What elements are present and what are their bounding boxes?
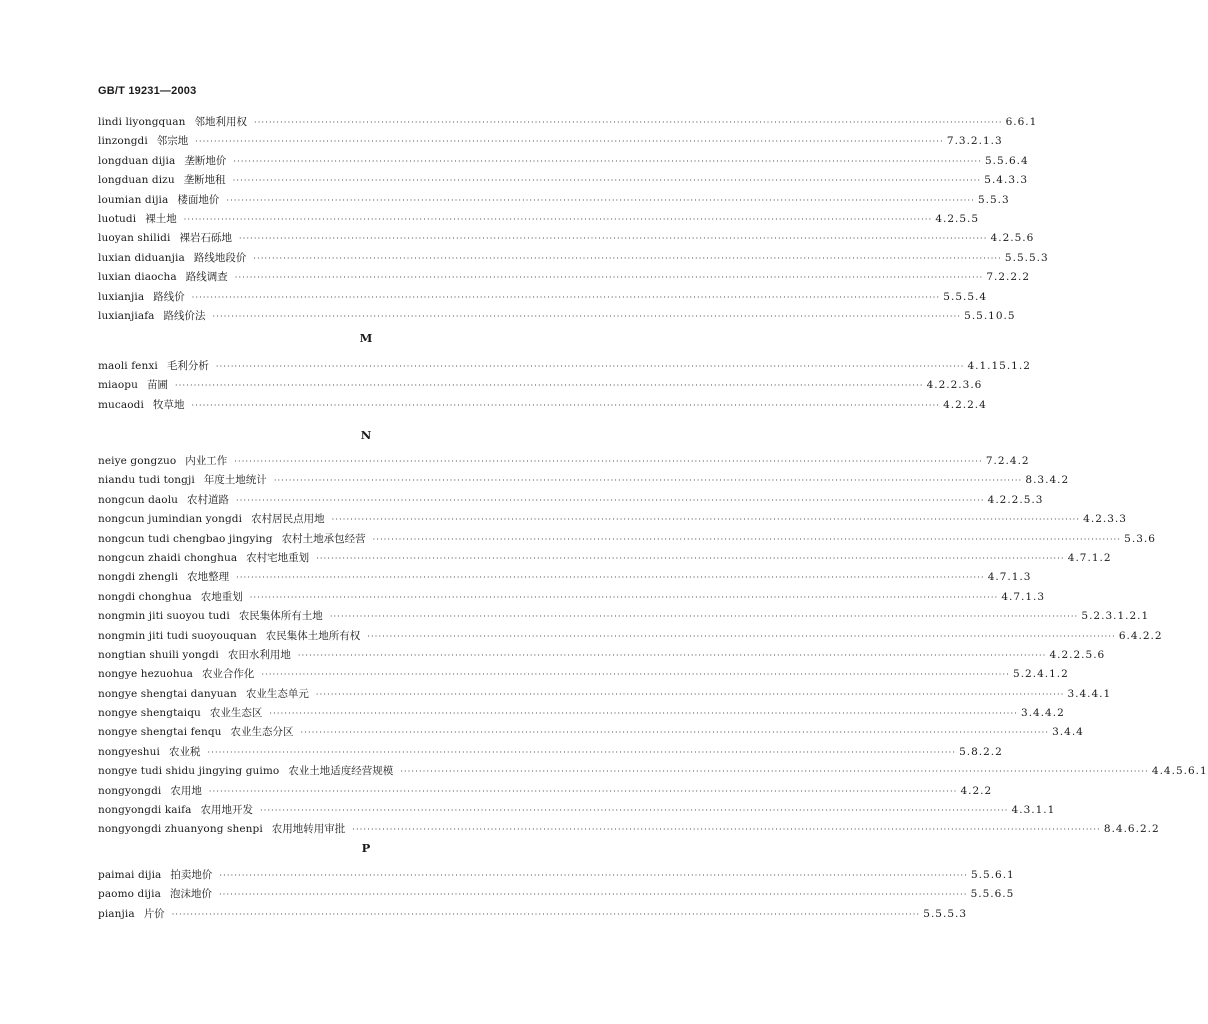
index-entry-chinese: 农业土地适度经营规模 [288,765,394,778]
section-letter-p: P [361,841,371,855]
index-entry-reference: 5.5.5.3 [1004,251,1049,264]
index-entry-pinyin: linzongdi [98,135,148,148]
index-entry-pinyin: nongtian shuili yongdi [98,648,219,661]
index-term [98,685,313,704]
index-entry [98,376,983,395]
index-term [98,820,349,839]
index-entry-pinyin: longduan dijia [98,154,176,167]
index-entry-pinyin: nongye shengtaiqu [98,707,201,720]
index-entry-chinese: 农民集体土地所有权 [265,629,361,642]
index-term [98,268,232,287]
index-entry-chinese: 年度土地统计 [203,474,267,487]
dot-leader: ········································································································································································································ [259,806,1009,816]
index-term [98,530,370,549]
index-entry-reference: 5.5.6.5 [970,888,1015,901]
index-entry-pinyin: nongyongdi [98,784,162,797]
index-entry [98,132,1003,151]
index-entry [98,607,1150,626]
index-entry [98,113,1038,132]
index-entry [98,210,980,229]
index-entry-reference: 4.1.15.1.2 [967,360,1031,372]
index-term [98,588,247,607]
index-entry [98,268,1031,287]
index-entry-chinese: 农村宅地重划 [246,551,310,564]
index-entry-chinese: 农业税 [169,745,201,758]
index-entry-pinyin: maoli fenxi [98,360,158,372]
index-entry-chinese: 路线价法 [163,309,206,322]
index-term [98,801,257,820]
index-entry [98,866,1015,885]
index-entry-pinyin: luxian diaocha [98,271,177,284]
index-entry-chinese: 路线调查 [185,271,228,284]
index-entry-pinyin: niandu tudi tongji [98,474,195,487]
index-entry-pinyin: nongye shengtai danyuan [98,687,237,700]
index-entry-pinyin: nongye hezuohua [98,668,193,681]
index-entry-chinese: 农地整理 [187,571,230,584]
index-entry-chinese: 邻宗地 [156,135,189,148]
dot-leader: ········································································································································································································ [315,689,1065,699]
index-entry-reference: 4.7.1.3 [1001,590,1046,603]
index-entry-chinese: 农用地转用审批 [271,823,346,836]
index-entry-chinese: 农田水利用地 [227,648,291,661]
dot-leader: ········································································································································································································ [207,747,957,757]
index-entry-pinyin: paimai dijia [98,869,162,881]
index-entry-chinese: 农业生态单元 [245,687,309,700]
index-entry-reference: 3.4.4 [1052,726,1084,739]
index-entry [98,471,1070,490]
index-entry-pinyin: nongyongdi kaifa [98,804,192,817]
index-term [98,665,258,684]
dot-leader: ········································································································································································································ [191,400,941,410]
index-entry-reference: 4.2.2.3.6 [926,379,983,392]
dot-leader: ········································································································································································································ [238,234,988,244]
dot-leader: ········································································································································································································ [400,767,1149,777]
index-entry [98,782,993,801]
index-entry-pinyin: luotudi [98,212,137,225]
index-entry-reference: 5.5.5.4 [943,290,988,303]
index-entry-pinyin: luxianjiafa [98,309,155,322]
index-entry-pinyin: nongmin jiti suoyou tudi [98,610,230,623]
index-entry-pinyin: nongye tudi shidu jingying guimo [98,765,280,778]
index-term [98,113,251,132]
dot-leader: ········································································································································································································ [183,214,933,224]
index-entry [98,229,1035,248]
index-entry-chinese: 农业生态区 [209,707,263,720]
index-entry-chinese: 垄断地租 [183,174,226,187]
index-term [98,549,313,568]
index-entry-chinese: 农村道路 [187,493,230,506]
index-entry-reference: 5.8.2.2 [959,745,1003,758]
index-entry-chinese: 农用地开发 [200,804,253,817]
index-entry [98,307,1016,326]
index-entry-reference: 4.2.2.4 [943,398,987,411]
index-section-m [98,357,1031,415]
index-entry [98,249,1049,268]
index-entry-reference: 6.6.1 [1005,116,1038,128]
dot-leader: ········································································································································································································ [331,515,1081,525]
dot-leader: ········································································································································································································ [297,650,1047,660]
dot-leader: ········································································································································································································ [171,909,921,919]
dot-leader: ········································································································································································································ [219,871,968,880]
section-letter-n: N [360,428,372,442]
index-term [98,152,230,171]
index-entry-reference: 5.3.6 [1124,532,1156,545]
dot-leader: ········································································································································································································ [236,573,985,583]
index-term [98,627,364,646]
index-entry-reference: 5.2.4.1.2 [1013,668,1069,681]
index-entry-chinese: 片价 [143,907,165,920]
index-entry-reference: 5.5.6.1 [971,869,1015,881]
index-entry-chinese: 农村土地承包经营 [281,532,366,545]
index-term [98,307,210,326]
index-entry-pinyin: nongcun tudi chengbao jingying [98,532,273,545]
index-term [98,452,231,471]
index-entry-chinese: 裸岩石砾地 [179,232,232,245]
index-entry-reference: 4.3.1.1 [1011,804,1056,817]
dot-leader: ········································································································································································································ [215,362,965,371]
index-entry [98,357,1031,376]
index-entry-chinese: 农村居民点用地 [251,513,325,526]
index-entry-reference: 4.4.5.6.1 [1151,765,1208,778]
index-entry-reference: 4.7.1.3 [987,571,1032,584]
index-entry-reference: 4.2.5.5 [935,212,980,225]
index-entry-reference: 7.2.2.2 [986,271,1031,284]
index-entry [98,510,1127,529]
index-entry-reference: 4.2.2.5.6 [1049,648,1106,661]
index-entry-chinese: 路线地段价 [193,251,247,264]
index-entry-chinese: 农地重划 [200,590,243,603]
index-entry-pinyin: nongcun jumindian yongdi [98,513,243,526]
dot-leader: ········································································································································································································ [372,534,1122,544]
index-entry [98,568,1032,587]
dot-leader: ········································································································································································································ [236,495,985,505]
index-entry-reference: 8.3.4.2 [1025,474,1070,487]
index-entry-reference: 5.2.3.1.2.1 [1081,610,1150,623]
dot-leader: ········································································································································································································ [249,592,999,602]
index-entry [98,588,1046,607]
dot-leader: ········································································································································································································ [212,311,962,321]
index-entry [98,646,1106,665]
index-entry [98,820,1160,839]
dot-leader: ········································································································································································································ [316,553,1065,563]
index-term [98,762,397,781]
index-entry-reference: 3.4.4.1 [1067,687,1112,700]
dot-leader: ········································································································································································································ [253,253,1002,263]
dot-leader: ········································································································································································································ [269,709,1019,719]
index-entry-reference: 3.4.4.2 [1021,707,1065,720]
index-term [98,723,298,742]
index-term [98,288,189,307]
index-term [98,191,223,210]
index-entry-reference: 7.2.4.2 [985,455,1030,467]
index-term [98,704,266,723]
index-term [98,229,236,248]
index-entry [98,762,1208,781]
index-entry [98,491,1044,510]
index-term [98,866,216,885]
index-entry-pinyin: miaopu [98,379,138,392]
index-entry-pinyin: nongcun zhaidi chonghua [98,551,238,564]
index-entry-chinese: 内业工作 [185,455,228,467]
index-entry-reference: 7.3.2.1.3 [946,135,1003,148]
index-term [98,607,327,626]
index-entry-reference: 4.2.5.6 [990,232,1035,245]
index-term [98,885,216,904]
index-term [98,568,233,587]
dot-leader: ········································································································································································································ [233,156,982,166]
index-entry-reference: 6.4.2.2 [1118,629,1163,642]
dot-leader: ········································································································································································································ [226,195,975,205]
index-entry-pinyin: nongdi zhengli [98,571,179,584]
index-entry [98,396,987,415]
index-term [98,471,271,490]
index-entry-pinyin: mucaodi [98,398,144,411]
index-term [98,491,233,510]
index-entry-chinese: 拍卖地价 [170,869,213,881]
index-entry [98,171,1029,190]
dot-leader: ········································································································································································································ [232,176,982,186]
index-entry-chinese: 毛利分析 [166,360,209,372]
index-entry-pinyin: nongdi chonghua [98,590,192,603]
index-entry-chinese: 农用地 [170,784,202,797]
index-entry-reference: 4.2.2.5.3 [987,493,1044,506]
index-term [98,357,213,376]
index-term [98,132,192,151]
dot-leader: ········································································································································································································ [273,476,1023,486]
index-entry [98,665,1069,684]
dot-leader: ········································································································································································································ [300,728,1050,738]
dot-leader: ········································································································································································································ [367,631,1116,641]
index-entry-pinyin: lindi liyongquan [98,116,186,128]
index-entry-pinyin: neiye gongzuo [98,455,177,467]
index-entry [98,905,968,924]
index-entry [98,152,1029,171]
index-entry [98,801,1056,820]
index-entry-chinese: 楼面地价 [177,193,220,206]
dot-leader: ········································································································································································································ [329,612,1079,622]
index-entry [98,452,1030,471]
index-entry-chinese: 苗圃 [146,379,168,392]
index-entry-chinese: 泡沫地价 [169,888,212,901]
index-term [98,376,172,395]
dot-leader: ········································································································································································································ [174,381,924,391]
index-entry-pinyin: paomo dijia [98,888,161,901]
index-entry-pinyin: luoyan shilidi [98,232,171,245]
index-entry-reference: 5.4.3.3 [984,174,1029,187]
index-entry-pinyin: nongcun daolu [98,493,179,506]
index-entry-chinese: 农民集体所有土地 [238,610,323,623]
index-entry-reference: 4.7.1.2 [1067,551,1112,564]
index-entry [98,549,1112,568]
index-entry-chinese: 裸土地 [145,212,177,225]
index-entry-pinyin: nongyongdi zhuanyong shenpi [98,823,263,836]
index-entry [98,723,1084,742]
section-letter-m: M [359,331,373,345]
index-entry-chinese: 垄断地价 [184,154,227,167]
index-entry-pinyin: nongmin jiti tudi suoyouquan [98,629,257,642]
index-entry-reference: 5.5.6.4 [984,154,1029,167]
index-entry [98,627,1163,646]
index-term [98,905,169,924]
index-entry [98,704,1065,723]
index-entry-reference: 4.2.3.3 [1083,513,1127,526]
index-term [98,782,206,801]
dot-leader: ········································································································································································································ [208,786,958,796]
dot-leader: ········································································································································································································ [352,825,1101,835]
dot-leader: ········································································································································································································ [195,137,944,147]
index-entry-pinyin: longduan dizu [98,174,175,187]
dot-leader: ········································································································································································································ [218,890,968,900]
dot-leader: ········································································································································································································ [234,457,983,466]
index-section-p [98,866,1015,924]
document-code: GB/T 19231—2003 [98,85,197,97]
index-entry-reference: 5.5.3 [977,193,1010,206]
index-entry-reference: 8.4.6.2.2 [1103,823,1160,836]
index-term [98,210,181,229]
index-entry-pinyin: luxianjia [98,290,145,303]
index-entry-chinese: 邻地利用权 [194,116,247,128]
index-entry-pinyin: loumian dijia [98,193,169,206]
index-section-n [98,452,1208,840]
index-entry-chinese: 路线价 [153,290,185,303]
index-section-l [98,113,1049,326]
index-entry-pinyin: nongyeshui [98,745,160,758]
index-entry-reference: 5.5.10.5 [964,309,1016,322]
index-entry-pinyin: luxian diduanjia [98,251,185,264]
index-term [98,171,230,190]
index-term [98,396,188,415]
index-entry-reference: 5.5.5.3 [923,907,968,920]
index-entry [98,530,1156,549]
index-term [98,743,205,762]
index-entry-chinese: 农业合作化 [201,668,255,681]
dot-leader: ········································································································································································································ [191,292,941,302]
dot-leader: ········································································································································································································ [261,670,1011,680]
index-entry [98,288,988,307]
index-entry [98,885,1015,904]
index-entry-pinyin: pianjia [98,907,135,920]
dot-leader: ········································································································································································································ [234,273,984,283]
index-term [98,510,329,529]
index-entry-pinyin: nongye shengtai fenqu [98,726,222,739]
index-entry [98,743,1003,762]
index-entry-chinese: 农业生态分区 [230,726,294,739]
index-term [98,249,250,268]
index-term [98,646,295,665]
dot-leader: ········································································································································································································ [253,118,1003,127]
index-entry-chinese: 牧草地 [152,398,185,411]
index-entry [98,191,1010,210]
index-entry [98,685,1112,704]
index-entry-reference: 4.2.2 [960,784,993,797]
